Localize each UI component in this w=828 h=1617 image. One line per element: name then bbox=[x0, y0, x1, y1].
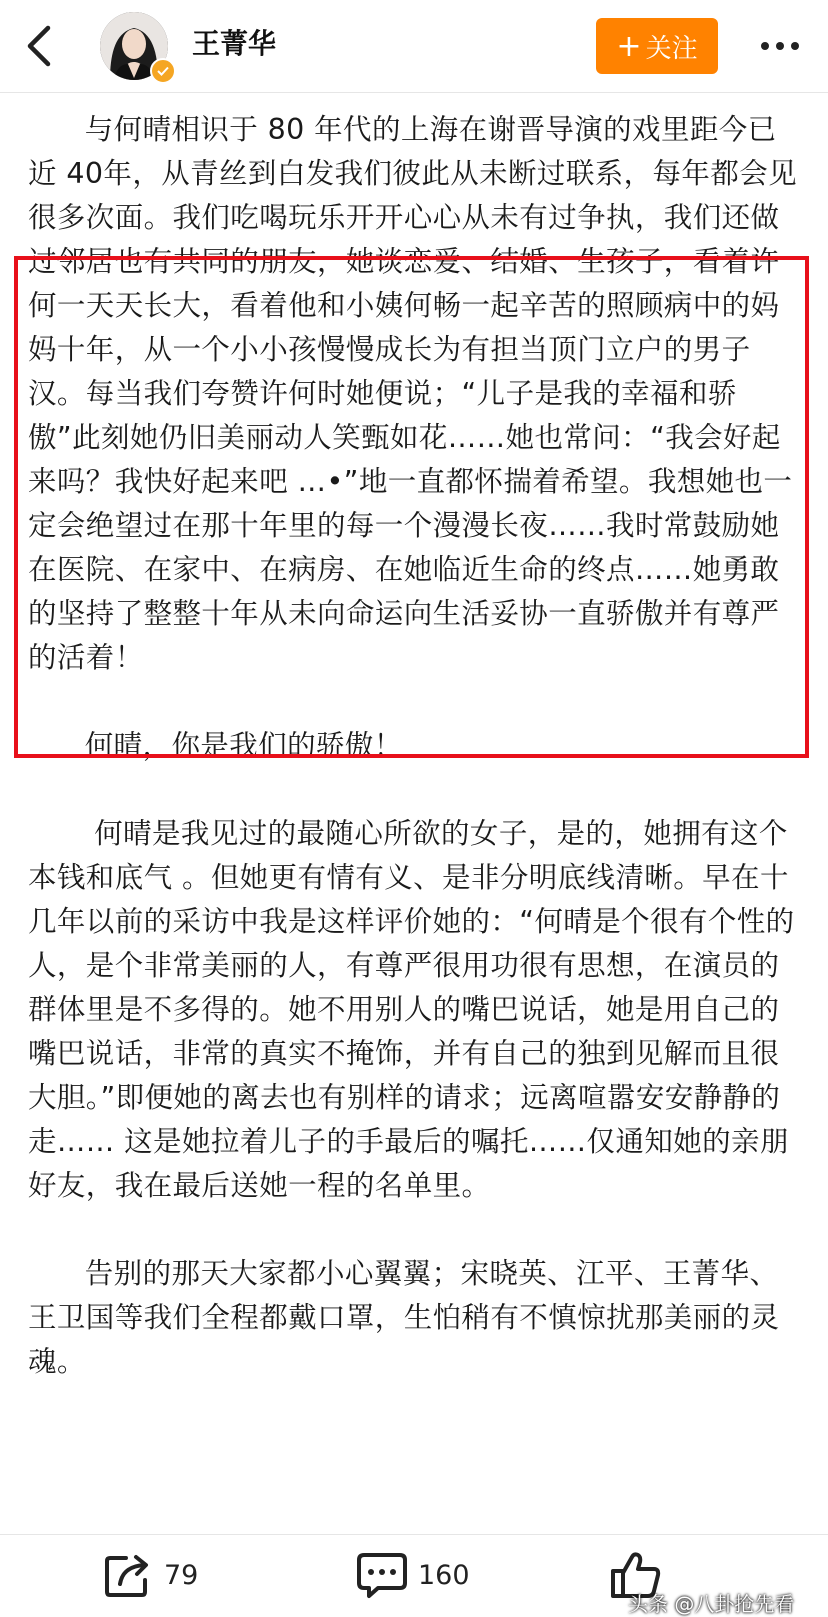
share-count: 79 bbox=[164, 1559, 199, 1591]
follow-button[interactable] bbox=[596, 18, 718, 74]
back-button[interactable] bbox=[14, 18, 64, 74]
article-paragraph-3: 何晴是我见过的最随心所欲的女子，是的，她拥有这个本钱和底气 。但她更有情有义、是非分明底线清晰。早在十几年以前的采访中我是这样评价她的：“何晴是个很有个性的人，是个非常美丽的人，有尊严很用功很有思想，在演员的群体里是不多得的。她不用别人的嘴巴说话，她是用自己的嘴巴说话，非常的真实不掩饰，并有自己的独到见解而且很大胆。”即便她的离去也有别样的请求；远离喧嚣安安静静的走…… 这是她拉着儿子的手最后的嘱托……仅通知她的亲朋好友，我在最后送她一程的名单里。 bbox=[28, 817, 795, 1202]
more-button[interactable] bbox=[750, 24, 810, 68]
comment-icon bbox=[356, 1551, 408, 1599]
comment-count: 160 bbox=[418, 1559, 470, 1591]
verified-badge-icon bbox=[150, 58, 176, 84]
more-dot bbox=[791, 42, 799, 50]
watermark: 头条 @八卦抢先看 bbox=[628, 1592, 795, 1616]
article-body bbox=[28, 108, 800, 1384]
username[interactable]: 王菁华 bbox=[192, 27, 277, 60]
more-dots-icon bbox=[761, 42, 769, 50]
more-dot bbox=[776, 42, 784, 50]
back-arrow-icon bbox=[26, 24, 52, 68]
paragraph-gap bbox=[28, 768, 800, 812]
paragraph-gap bbox=[28, 1208, 800, 1252]
top-nav-bar bbox=[0, 0, 828, 93]
article-paragraph-2: 何晴，你是我们的骄傲！ bbox=[28, 729, 403, 762]
follow-label: 关注 bbox=[645, 33, 698, 64]
share-icon bbox=[104, 1552, 154, 1598]
article-paragraph-4: 告别的那天大家都小心翼翼；宋晓英、江平、王菁华、王卫国等我们全程都戴口罩，生怕稍有不慎惊扰那美丽的灵魂。 bbox=[28, 1257, 780, 1378]
plus-icon: + bbox=[616, 28, 642, 64]
comment-button[interactable] bbox=[356, 1549, 470, 1601]
article-paragraph-1: 与何晴相识于 80 年代的上海在谢晋导演的戏里距今已近 40年，从青丝到白发我们彼此从未断过联系，每年都会见很多次面。我们吃喝玩乐开开心心从未有过争执，我们还做过邻居也有共同的朋友，她谈恋爱、结婚、生孩子，看着许何一天天长大，看着他和小姨何畅一起辛苦的照顾病中的妈妈十年，从一个小小孩慢慢成长为有担当顶门立户的男子汉。每当我们夸赞许何时她便说；“儿子是我的幸福和骄傲”此刻她仍旧美丽动人笑甄如花……她也常问：“我会好起来吗？我快好起来吧 …•”地一直都怀揣着希望。我想她也一定会绝望过在那十年里的每一个漫漫长夜……我时常鼓励她在医院、在家中、在病房、在她临近生命的终点……她勇敢的坚持了整整十年从未向命运向生活妥协一直骄傲并有尊严的活着！ bbox=[28, 113, 798, 674]
share-button[interactable] bbox=[104, 1549, 198, 1601]
paragraph-gap bbox=[28, 680, 800, 724]
